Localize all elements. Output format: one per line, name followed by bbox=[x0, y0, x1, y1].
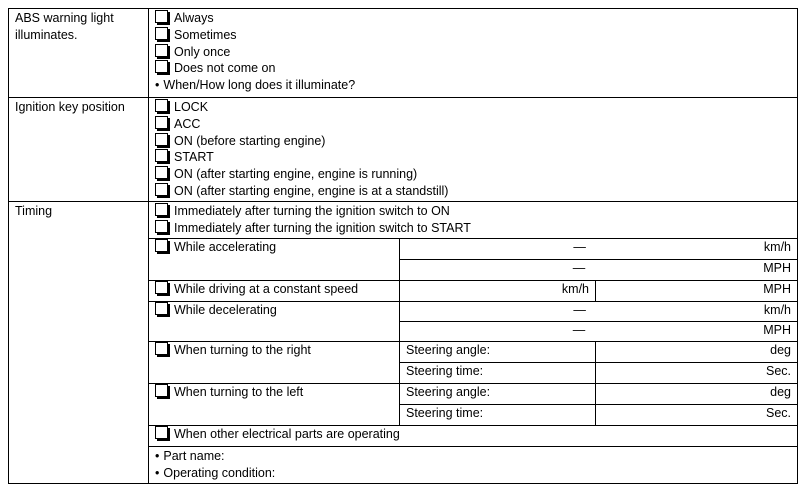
left-steering-angle-field[interactable]: deg bbox=[596, 384, 798, 405]
accelerating-mph-field[interactable]: — MPH bbox=[400, 260, 798, 281]
diagnostic-form bbox=[8, 8, 798, 484]
checkbox[interactable] bbox=[155, 281, 168, 294]
right-steering-angle-field[interactable]: deg bbox=[596, 342, 798, 363]
checkbox[interactable] bbox=[155, 166, 168, 179]
abs-option-only-once[interactable]: Only once bbox=[155, 44, 791, 61]
checkbox[interactable] bbox=[155, 99, 168, 112]
checkbox[interactable] bbox=[155, 342, 168, 355]
abs-option-always[interactable]: Always bbox=[155, 10, 791, 27]
abs-options bbox=[149, 9, 798, 98]
part-name-line: • Part name: bbox=[155, 449, 225, 463]
timing-option-immediate-on[interactable]: Immediately after turning the ignition switch to ON bbox=[155, 203, 791, 220]
ignition-options bbox=[149, 98, 798, 202]
accelerating-kmh-field[interactable]: — km/h bbox=[400, 239, 798, 260]
ignition-label: Ignition key position bbox=[9, 98, 149, 202]
timing-option-decelerating[interactable]: While decelerating bbox=[149, 302, 400, 342]
ignition-option-lock[interactable]: LOCK bbox=[155, 99, 791, 116]
right-steering-angle-label: Steering angle: bbox=[400, 342, 596, 363]
checkbox[interactable] bbox=[155, 203, 168, 216]
ignition-option-on-before[interactable]: ON (before starting engine) bbox=[155, 133, 791, 150]
timing-option-constant-speed[interactable]: While driving at a constant speed bbox=[149, 281, 400, 302]
left-steering-angle-label: Steering angle: bbox=[400, 384, 596, 405]
left-steering-time-label: Steering time: bbox=[400, 405, 596, 426]
timing-option-turn-right[interactable]: When turning to the right bbox=[149, 342, 400, 384]
constant-mph-field[interactable]: MPH bbox=[596, 281, 798, 302]
checkbox[interactable] bbox=[155, 426, 168, 439]
checkbox[interactable] bbox=[155, 239, 168, 252]
timing-option-turn-left[interactable]: When turning to the left bbox=[149, 384, 400, 426]
checkbox[interactable] bbox=[155, 302, 168, 315]
checkbox[interactable] bbox=[155, 44, 168, 57]
timing-immediate-options bbox=[149, 202, 798, 239]
timing-option-immediate-start[interactable]: Immediately after turning the ignition switch to START bbox=[155, 220, 791, 237]
decelerating-kmh-field[interactable]: — km/h bbox=[400, 302, 798, 322]
decelerating-mph-field[interactable]: — MPH bbox=[400, 322, 798, 342]
checkbox[interactable] bbox=[155, 384, 168, 397]
abs-option-sometimes[interactable]: Sometimes bbox=[155, 27, 791, 44]
left-steering-time-field[interactable]: Sec. bbox=[596, 405, 798, 426]
timing-option-accelerating[interactable]: While accelerating bbox=[149, 239, 400, 281]
checkbox[interactable] bbox=[155, 10, 168, 23]
checkbox[interactable] bbox=[155, 183, 168, 196]
timing-label: Timing bbox=[9, 202, 149, 484]
abs-note: • When/How long does it illuminate? bbox=[155, 78, 356, 93]
checkbox[interactable] bbox=[155, 116, 168, 129]
checkbox[interactable] bbox=[155, 60, 168, 73]
ignition-option-on-running[interactable]: ON (after starting engine, engine is running) bbox=[155, 166, 791, 183]
checkbox[interactable] bbox=[155, 149, 168, 162]
abs-label: ABS warning light illuminates. bbox=[9, 9, 149, 98]
ignition-option-start[interactable]: START bbox=[155, 149, 791, 166]
ignition-option-on-standstill[interactable]: ON (after starting engine, engine is at a standstill) bbox=[155, 183, 791, 200]
ignition-option-acc[interactable]: ACC bbox=[155, 116, 791, 133]
checkbox[interactable] bbox=[155, 27, 168, 40]
right-steering-time-label: Steering time: bbox=[400, 363, 596, 384]
checkbox[interactable] bbox=[155, 220, 168, 233]
timing-option-electrical-parts[interactable]: When other electrical parts are operating bbox=[149, 426, 798, 447]
electrical-details[interactable] bbox=[149, 447, 798, 484]
checkbox[interactable] bbox=[155, 133, 168, 146]
right-steering-time-field[interactable]: Sec. bbox=[596, 363, 798, 384]
operating-condition-line: • Operating condition: bbox=[155, 465, 276, 480]
constant-kmh-field[interactable]: km/h bbox=[400, 281, 596, 302]
abs-option-does-not-come-on[interactable]: Does not come on bbox=[155, 60, 791, 77]
